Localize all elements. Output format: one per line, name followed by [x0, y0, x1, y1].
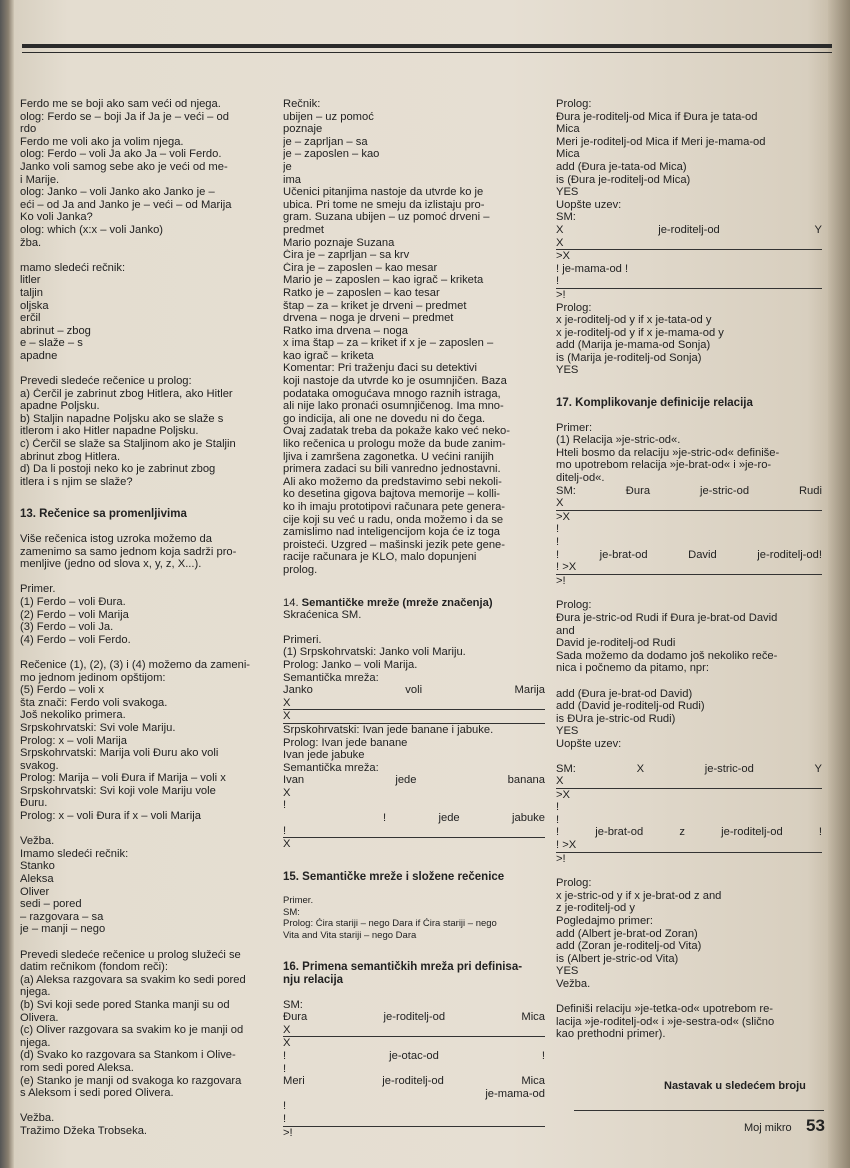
text-line: Vežba.: [20, 1112, 55, 1125]
net-line: ! >X: [556, 561, 822, 575]
section-14-abbr: Skraćenica SM.: [283, 609, 362, 622]
text-line: YES: [556, 965, 579, 978]
text-line: and: [556, 624, 575, 637]
text-line: abrinut – zbog: [20, 324, 91, 337]
text-line: olog: which (x:x – voli Janko): [20, 223, 164, 236]
text-line: add (Đura je-brat-od David): [556, 687, 693, 700]
text-line: olog: Ferdo – voli Ja ako Ja – voli Ferdo.: [20, 148, 222, 161]
text-line: Srpskohrvatski: Svi vole Mariju.: [20, 721, 176, 734]
text-line: Oliver: [20, 885, 50, 898]
text-line: šta znači: Ferdo voli svakoga.: [20, 696, 168, 709]
text-line: eći – od Ja and Janko je – veći – od Marija: [20, 198, 232, 211]
text-line: Srpskohrvatski: Marija voli Đuru ako voli: [20, 747, 219, 760]
text-line: koji nastoje da utvrde ko je osumnjičen. Baza: [283, 375, 507, 388]
text-line: David je-roditelj-od Rudi: [556, 637, 676, 650]
text-line: predmet: [283, 223, 325, 236]
net-row-3: ! jede jabuke: [383, 812, 545, 825]
s15-line: Primer.: [283, 895, 314, 907]
text-line: lacija »je-roditelj-od« i »je-sestra-od« (slično: [556, 1015, 775, 1028]
text-line: sedi – pored: [20, 898, 82, 911]
net-line: X: [556, 237, 822, 251]
text-line: poznaje: [283, 123, 323, 136]
text-line: Janko voli samog sebe ako je veći od me-: [20, 160, 228, 173]
text-line: [20, 571, 270, 584]
text-line: rdo: [20, 123, 37, 136]
text-line: (2) Ferdo – voli Marija: [20, 608, 129, 621]
text-line: Đura je-stric-od Rudi if Đura je-brat-od David: [556, 611, 778, 624]
text-line: olog: Ferdo se – boji Ja if Ja je – veći – od: [20, 110, 229, 123]
s17-row-4: ! je-brat-od z je-roditelj-od !: [556, 826, 822, 839]
text-line: d) Da li postoji neko ko je zabrinut zbog: [20, 463, 216, 476]
text-line: racije računara je KLO, malo dopunjeni: [283, 551, 477, 564]
text-line: ko desetina gigova bajtova memorije – kolli-: [283, 488, 501, 501]
text-line: Prolog:: [556, 301, 592, 314]
text-line: [20, 362, 270, 375]
text-line: Ratko ima drvena – noga: [283, 324, 409, 337]
s17-row-2: ! je-brat-od David je-roditelj-od!: [556, 548, 822, 561]
net-line: ! >X: [556, 839, 822, 853]
net-line: !: [556, 536, 560, 548]
text-line: is (Albert je-stric-od Vita): [556, 952, 679, 965]
text-line: Prolog:: [556, 98, 592, 110]
s16-mama: je-mama-od: [485, 1087, 545, 1100]
text-line: itlera i s njim se slaže?: [20, 475, 133, 488]
text-line: erčil: [20, 312, 41, 325]
net-line: X: [283, 838, 291, 851]
net-line: !: [283, 799, 287, 812]
text-line: Đura je-roditelj-od Mica if Đura je tata-od: [556, 110, 758, 123]
text-line: štap – za – kriket je drveni – predmet: [283, 299, 467, 312]
text-line: add (Marija je-mama-od Sonja): [556, 339, 711, 352]
column-3-text: [556, 98, 822, 224]
text-line: prolog.: [283, 563, 318, 576]
text-line: Pogledajmo primer:: [556, 915, 654, 928]
net-line: X: [283, 697, 545, 711]
net-line: X: [283, 710, 545, 724]
text-line: (e) Stanko je manji od svakoga ko razgovara: [20, 1074, 242, 1087]
text-line: ubica. Pri tome ne smeju da izlistaju pro-: [283, 198, 485, 211]
s15-line: Vita and Vita stariji – nego Dara: [283, 929, 417, 941]
text-line: i Marije.: [20, 173, 60, 186]
net-line: !: [556, 275, 822, 289]
text-line: e – slaže – s: [20, 337, 83, 350]
text-line: drvena – noga je drveni – predmet: [283, 312, 454, 325]
text-line: Đuru.: [20, 797, 48, 810]
text-line: [20, 823, 270, 836]
section-16-heading: 16. Primena semantičkih mreža pri definisa-: [283, 961, 523, 974]
continued-note: Nastavak u sledećem broju: [664, 1080, 806, 1092]
text-line: mo upotrebom relacija »je-brat-od« i »je-ro-: [556, 459, 772, 472]
top-rule-thin: [22, 52, 832, 53]
text-line: Vežba.: [20, 835, 55, 848]
text-line: [556, 991, 822, 1004]
text-line: njega.: [20, 1036, 51, 1049]
text-line: Mario je – zaposlen – kao igrač – kriketa: [283, 274, 484, 287]
text-line: add (Đura je-tata-od Mica): [556, 160, 687, 173]
section-16-heading-2: nju relacija: [283, 974, 344, 987]
text-line: Primer:: [556, 421, 593, 434]
text-line: YES: [556, 364, 579, 377]
net-line: X: [283, 786, 291, 799]
example-line: Srpskohrvatski: Ivan jede banane i jabuke.: [283, 723, 494, 736]
text-line: (4) Ferdo – voli Ferdo.: [20, 633, 131, 646]
text-line: Mario poznaje Suzana: [283, 236, 395, 249]
text-line: (3) Ferdo – voli Ja.: [20, 621, 114, 634]
net-line: !: [283, 1100, 287, 1113]
column-3-text-b: [556, 302, 822, 378]
net-line: !: [283, 1113, 545, 1127]
column-1-text-b: [20, 533, 270, 1138]
net-line: >X: [556, 510, 570, 523]
net-row-1: Janko voli Marija: [283, 684, 545, 697]
text-line: YES: [556, 725, 579, 738]
text-line: Ratko je – zaposlen – kao tesar: [283, 286, 440, 299]
text-line: a) Čerčil je zabrinut zbog Hitlera, ako Hitler: [20, 387, 233, 400]
text-line: Meri je-roditelj-od Mica if Meri je-mama-od: [556, 135, 766, 148]
column-1: [20, 98, 270, 1138]
text-line: je: [283, 160, 292, 173]
text-line: Mica: [556, 148, 580, 161]
column-2: [283, 98, 545, 1139]
text-line: Još nekoliko primera.: [20, 709, 126, 722]
text-line: Imamo sledeći rečnik:: [20, 847, 129, 860]
text-line: is (Marija je-roditelj-od Sonja): [556, 351, 702, 364]
text-line: Ćira je – zaposlen – kao mesar: [283, 261, 438, 274]
text-line: apadne Poljsku.: [20, 400, 100, 413]
net-line: ! je-mama-od !: [556, 262, 629, 275]
net-line: X: [283, 1024, 545, 1038]
text-line: je – zaprljan – sa: [283, 135, 368, 148]
text-line: x ima štap – za – kriket if x je – zaposlen –: [283, 337, 494, 350]
text-line: Stanko: [20, 860, 55, 873]
example-line: (1) Srpskohrvatski: Janko voli Mariju.: [283, 646, 466, 659]
text-line: Prolog: x – voli Đura if x – voli Marija: [20, 810, 201, 823]
text-line: podataka omogućava mnogo raznih istraga,: [283, 387, 501, 400]
text-line: [20, 249, 270, 262]
s16-row-1: Đura je-roditelj-od Mica: [283, 1011, 545, 1024]
s15-line: SM:: [283, 906, 300, 918]
text-line: Prevedi sledeće rečenice u prolog:: [20, 375, 192, 388]
text-line: x je-roditelj-od y if x je-tata-od y: [556, 314, 712, 327]
text-line: Sada možemo da dodamo još nekoliko reče-: [556, 649, 778, 662]
text-line: c) Čerčil se slaže sa Staljinom ako je Staljin: [20, 438, 236, 451]
text-line: proisteći. Uzgred – mašinski jezik pete gene-: [283, 538, 505, 551]
text-line: go indicija, ali one ne dovedu ni do čega.: [283, 412, 486, 425]
text-line: (b) Svi koji sede pored Stanka manji su od: [20, 998, 230, 1011]
text-line: b) Staljin napadne Poljsku ako se slaže s: [20, 412, 224, 425]
text-line: taljin: [20, 286, 44, 299]
text-line: zamenimo sa samo jednom koja sadrži pro-: [20, 545, 237, 558]
footer-rule: [574, 1110, 824, 1111]
text-line: Prolog:: [556, 599, 592, 612]
text-line: rom sedi pored Aleksa.: [20, 1061, 134, 1074]
text-line: je – zaposlen – kao: [283, 148, 380, 161]
text-line: – razgovara – sa: [20, 910, 104, 923]
page-number: 53: [806, 1116, 825, 1135]
text-line: Hteli bosmo da relaciju »je-stric-od« definiše-: [556, 446, 780, 459]
net-line: !: [556, 813, 560, 826]
text-line: ditelj-od«.: [556, 472, 605, 485]
text-line: Prolog: Marija – voli Đura if Marija – voli x: [20, 772, 226, 785]
text-line: Ovaj zadatak treba da pokaže kako već neko-: [283, 425, 510, 438]
text-line: Ferdo me se boji ako sam veći od njega.: [20, 98, 221, 110]
text-line: [20, 1100, 270, 1113]
net-row-2: Ivan jede banana: [283, 774, 545, 787]
text-line: Srpskohrvatski: Svi koji vole Mariju vole: [20, 784, 216, 797]
s16-row-2: ! je-otac-od !: [283, 1050, 545, 1062]
text-line: zamislimo nad inteligencijom koja će iz toga: [283, 526, 501, 539]
net-line: !: [283, 825, 545, 839]
text-line: olog: Janko – voli Janko ako Janko je –: [20, 186, 215, 199]
text-line: Ferdo me voli ako ja volim njega.: [20, 135, 184, 148]
text-line: liko rečenica u prologu može da bude zanim-: [283, 438, 506, 451]
section-14-heading: 14. Semantičke mreže (mreže značenja): [283, 596, 493, 609]
text-line: x je-roditelj-od y if x je-mama-od y: [556, 326, 724, 339]
column-2-text: [283, 98, 545, 577]
text-line: gram. Suzana ubijen – uz pomoć drveni –: [283, 211, 490, 224]
text-line: cije koji su već u radu, onda možemo i da se: [283, 513, 504, 526]
text-line: Vežba.: [556, 978, 591, 990]
text-line: (1) Relacija »je-stric-od«.: [556, 434, 681, 447]
text-line: Definiši relaciju »je-tetka-od« upotrebom re-: [556, 1003, 774, 1016]
example-line: Prolog: Janko – voli Marija.: [283, 658, 418, 671]
text-line: Uopšte uzev:: [556, 198, 622, 211]
net-line: X: [556, 497, 822, 511]
net-line: >X: [556, 788, 570, 801]
text-line: (a) Aleksa razgovara sa svakim ko sedi pored: [20, 973, 246, 986]
text-line: svakog.: [20, 759, 59, 772]
text-line: Ćira je – zaprljan – sa krv: [283, 249, 410, 262]
net-line: X: [556, 775, 822, 789]
text-line: s Aleksom i sedi pored Olivera.: [20, 1087, 174, 1100]
s17-row-1: SM: Đura je-stric-od Rudi: [556, 484, 822, 497]
text-line: Prevedi sledeće rečenice u prolog služeći se: [20, 948, 241, 961]
s15-line: Prolog: Ćira stariji – nego Dara if Ćira stariji – nego: [283, 918, 497, 930]
c3-row-1: X je-roditelj-od Y: [556, 223, 822, 236]
text-line: Tražimo Džeka Trobseka.: [20, 1124, 148, 1137]
text-line: kao igrač – kriketa: [283, 349, 374, 362]
text-line: Olivera.: [20, 1011, 59, 1024]
text-line: (d) Svako ko razgovara sa Stankom i Olive-: [20, 1049, 236, 1062]
text-line: SM:: [556, 211, 576, 224]
text-line: Rečenice (1), (2), (3) i (4) možemo da zameni-: [20, 658, 251, 671]
s17-text: [556, 422, 822, 485]
text-line: itlerom i ako Hitler napadne Poljsku.: [20, 425, 199, 438]
text-line: is ĐUra je-stric-od Rudi): [556, 712, 676, 725]
page-edge: [828, 0, 850, 1168]
example-line: Prolog: Ivan jede banane: [283, 736, 408, 749]
text-line: ubijen – uz pomoć: [283, 110, 374, 123]
text-line: abrinut zbog Hitlera.: [20, 450, 121, 463]
text-line: nica i počnemo da pitamo, npr:: [556, 662, 709, 675]
text-line: Uopšte uzev:: [556, 737, 622, 750]
net-line: >!: [556, 852, 566, 865]
example-label: Primeri.: [283, 633, 322, 646]
net-line: X: [283, 1037, 291, 1050]
text-line: apadne: [20, 349, 58, 362]
text-line: Učenici pitanjima nastoje da utvrde ko je: [283, 186, 484, 199]
text-line: Aleksa: [20, 873, 54, 886]
text-line: njega.: [20, 986, 51, 999]
text-line: x je-stric-od y if x je-brat-od z and: [556, 889, 722, 902]
text-line: kao prethodni primer).: [556, 1028, 666, 1041]
text-line: primera zadaci su bili vanredno jednostavni.: [283, 463, 501, 476]
net-line: !: [283, 1062, 287, 1075]
text-line: z je-roditelj-od y: [556, 902, 635, 915]
s16-row-3: Meri je-roditelj-od Mica: [283, 1075, 545, 1088]
section-17-heading: 17. Komplikovanje definicije relacija: [556, 397, 753, 410]
example-line: Ivan jede jabuke: [283, 749, 365, 762]
text-line: Ali ako možemo da predstavimo sebi nekoli-: [283, 475, 502, 488]
example-line: Semantička mreža:: [283, 671, 379, 684]
text-line: ima: [283, 173, 302, 186]
text-line: Prolog: x – voli Marija: [20, 734, 127, 747]
text-line: add (Zoran je-roditelj-od Vita): [556, 940, 702, 953]
s17-text-2: [556, 599, 822, 750]
text-line: mamo sledeći rečnik:: [20, 261, 126, 274]
text-line: (1) Ferdo – voli Đura.: [20, 595, 126, 608]
text-line: Komentar: Pri traženju đaci su detektivi: [283, 362, 478, 375]
text-line: (c) Oliver razgovara sa svakim ko je manji od: [20, 1024, 244, 1037]
section-13-heading: 13. Rečenice sa promenljivima: [20, 508, 187, 521]
text-line: Ko voli Janka?: [20, 211, 93, 224]
text-line: ljiva i zamršena zagonetka. U većini ranijih: [283, 450, 494, 463]
text-line: Više rečenica istog uzroka možemo da: [20, 533, 212, 545]
net-line: >X: [556, 250, 570, 263]
text-line: ko ih imaju prototipovi računara pete genera-: [283, 501, 506, 513]
top-rule: [22, 44, 832, 48]
text-line: žba.: [20, 236, 42, 249]
text-line: Primer.: [20, 583, 56, 596]
column-1-text: [20, 98, 270, 488]
text-line: YES: [556, 186, 579, 199]
text-line: datim rečnikom (fondom reči):: [20, 961, 168, 974]
text-line: add (David je-roditelj-od Rudi): [556, 700, 705, 713]
column-3: [556, 98, 822, 1041]
text-line: Rečnik:: [283, 98, 321, 110]
net-line: !: [556, 523, 560, 536]
text-line: [556, 675, 822, 688]
text-line: menljive (jedno od slova x, y, z, X...).: [20, 558, 202, 571]
magazine-name: Moj mikro: [744, 1122, 792, 1134]
text-line: Prolog:: [556, 877, 592, 890]
text-line: add (Albert je-brat-od Zoran): [556, 927, 698, 940]
example-line: Semantička mreža:: [283, 761, 379, 774]
net-line: >!: [556, 288, 566, 301]
s17-row-3: SM: X je-stric-od Y: [556, 762, 822, 775]
s16-sm: SM:: [283, 998, 303, 1011]
text-line: is (Đura je-roditelj-od Mica): [556, 173, 691, 186]
text-line: je – manji – nego: [20, 923, 106, 936]
text-line: oljska: [20, 299, 49, 312]
net-line: >!: [283, 1126, 293, 1139]
page-binding: [0, 0, 14, 1168]
text-line: mo jednom jedinom opštijom:: [20, 671, 166, 684]
net-line: !: [556, 801, 560, 814]
text-line: litler: [20, 274, 41, 287]
text-line: [20, 936, 270, 949]
net-line: >!: [556, 574, 566, 587]
s17-text-3: [556, 877, 822, 1041]
text-line: Mica: [556, 123, 580, 136]
section-15-heading: 15. Semantičke mreže i složene rečenice: [283, 870, 505, 883]
text-line: (5) Ferdo – voli x: [20, 684, 104, 697]
text-line: ali nije lako pronaći osumnjičenog. Ima mno-: [283, 400, 504, 413]
text-line: [20, 646, 270, 659]
